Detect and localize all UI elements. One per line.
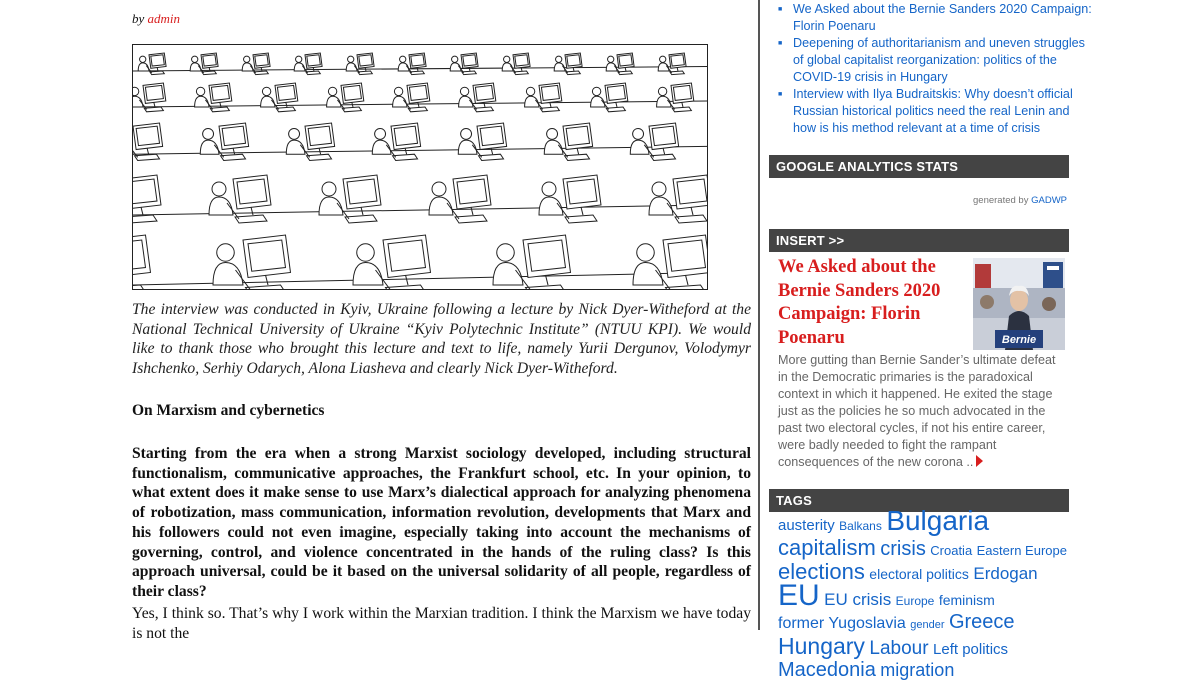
insert-widget-title: INSERT >> [769, 229, 1069, 252]
gadwp-link[interactable]: GADWP [1031, 195, 1067, 206]
tag-link[interactable]: crisis [880, 538, 926, 560]
tag-link[interactable]: EU crisis [824, 590, 892, 609]
computer-lab-illustration [133, 45, 708, 290]
author-link[interactable]: admin [147, 11, 181, 26]
tag-link[interactable]: Erdogan [973, 564, 1038, 583]
tag-link[interactable]: Europe [895, 594, 935, 608]
recent-posts-list [769, 0, 1093, 136]
byline-prefix: by [132, 11, 145, 26]
recent-post-link[interactable]: ■ Interview with Ilya Budraitskis: Why doesn’t official Russian historical politics need the real Lenin and how is his method relevant at a time of crisis [793, 86, 1093, 137]
generated-by [973, 195, 1067, 206]
tag-link[interactable]: feminism [938, 592, 995, 608]
tag-link[interactable]: EU [778, 579, 820, 612]
interview-question: Starting from the era when a strong Marxist sociology developed, including structural functionalism, communicative approaches, the Frankfurt school, etc. In your opinion, to what extent does it make sense to use Marx’s dialectical approach for analyzing phenomena of robotization, mass communication, information revolution, developments that Marx and his followers could not even imagine, especially taking into account the mechanisms of governing, control, and violence concentrated in the hands of the ruling class? Is this approach universal, could be it based on the universal solidarity of all people, regardless of their class? [132, 445, 751, 600]
tag-link[interactable]: migration [880, 660, 955, 680]
tag-link[interactable]: Bulgaria [886, 505, 990, 536]
column-divider [758, 0, 760, 630]
recent-post-link[interactable]: ■ Deepening of authoritarianism and uneven struggles of global capitalist reorganization: politics of the COVID-19 crisis in Hungary [793, 35, 1093, 86]
section-heading: On Marxism and cybernetics [132, 402, 325, 419]
insert-excerpt-text: More gutting than Bernie Sander’s ultimate defeat in the Democratic primaries is the paradoxical context in which it happened. He exited the stage just as the policies he so much advocated in the past two electoral cycles, if not his entire career, were badly needed to fight the rampant consequences of the new corona .. [778, 353, 1056, 469]
image-caption: The interview was conducted in Kyiv, Ukraine following a lecture by Nick Dyer-Witheford at the National Technical University of Ukraine “Kyiv Polytechnic Institute” (NTUU KPI). We would like to thank those who brought this lecture and text to life, namely Yurii Dergunov, Volodymyr Ishchenko, Serhiy Odarych, Alona Liasheva and clearly Nick Dyer-Witheford. [132, 301, 751, 378]
interview-answer: Yes, I think so. That’s why I work within the Marxian tradition. I think the Marxism we have today is not the [132, 605, 751, 642]
tag-link[interactable]: Greece [948, 611, 1015, 633]
tag-link[interactable]: capitalism [778, 535, 876, 560]
generated-prefix: generated by [973, 195, 1029, 206]
tag-link[interactable]: Eastern Europe [976, 543, 1067, 558]
tag-link[interactable]: Macedonia [778, 659, 876, 681]
tag-link[interactable]: electoral politics [869, 566, 969, 582]
tag-link[interactable]: Left politics [933, 641, 1009, 658]
insert-post-title[interactable]: We Asked about the Bernie Sanders 2020 Campaign: Florin Poenaru [778, 257, 941, 348]
bernie-sign-text: Bernie [1001, 334, 1037, 346]
article-hero-image [132, 44, 708, 290]
tag-link[interactable]: Labour [869, 638, 929, 659]
tag-cloud [778, 505, 1070, 682]
insert-excerpt [778, 352, 1068, 471]
recent-post-link[interactable]: ■ We Asked about the Bernie Sanders 2020 Campaign: Florin Poenaru [793, 1, 1093, 35]
tags-widget-title: TAGS [769, 489, 1069, 512]
tag-link[interactable]: Hungary [778, 633, 865, 659]
byline [132, 11, 180, 27]
analytics-widget-title: GOOGLE ANALYTICS STATS [769, 155, 1069, 178]
tag-link[interactable]: Croatia [930, 543, 973, 558]
tag-link[interactable]: former Yugoslavia [778, 615, 906, 632]
tag-link[interactable]: Balkans [839, 519, 882, 533]
tag-link[interactable]: gender [910, 619, 945, 631]
bernie-sanders-thumbnail[interactable] [973, 258, 1065, 350]
tag-link[interactable]: austerity [778, 517, 835, 534]
tag-link[interactable]: elections [778, 559, 865, 584]
read-more-arrow-icon[interactable] [976, 455, 983, 467]
